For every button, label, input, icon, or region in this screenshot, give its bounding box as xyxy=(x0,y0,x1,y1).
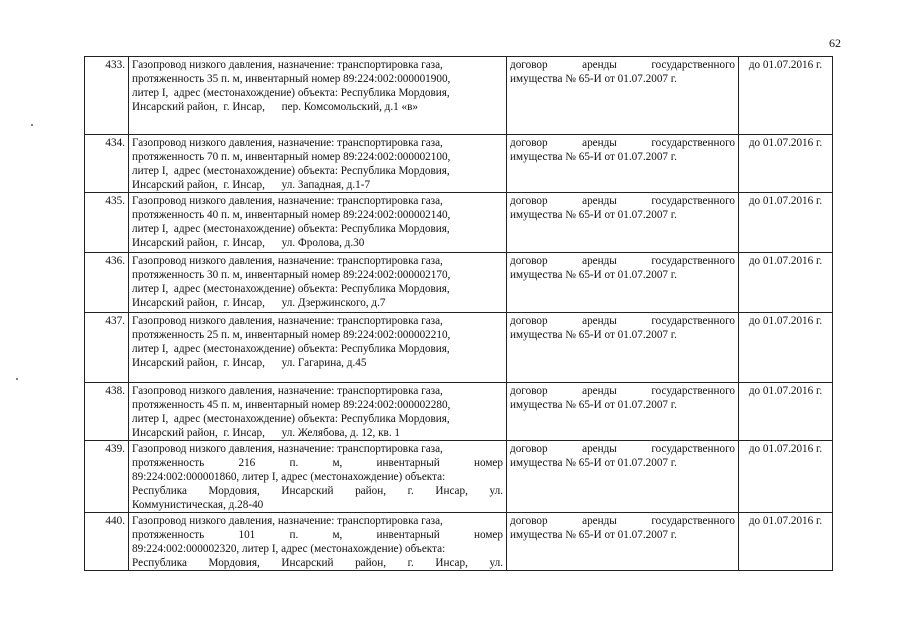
description-line: Газопровод низкого давления, назначение: транспортировка газа, xyxy=(132,59,443,71)
table-row xyxy=(85,253,833,313)
scan-speck xyxy=(31,124,33,126)
description-line: протяженность 35 п. м, инвентарный номер 89:224:002:000001900, xyxy=(132,73,451,85)
basis-line: имущества № 65-И от 01.07.2007 г. xyxy=(510,151,677,163)
basis-line: имущества № 65-И от 01.07.2007 г. xyxy=(510,329,677,341)
table-row xyxy=(85,57,833,135)
description-line: Газопровод низкого давления, назначение: транспортировка газа, xyxy=(132,385,443,397)
description-line: Коммунистическая, д.28-40 xyxy=(132,499,264,511)
lease-basis xyxy=(507,513,739,571)
basis-line: имущества № 65-И от 01.07.2007 г. xyxy=(510,399,677,411)
description-line: Республика Мордовия, Инсарский район, г. Инсар, ул. xyxy=(132,557,503,569)
basis-line: договор аренды государственного xyxy=(510,315,735,327)
description-line: Газопровод низкого давления, назначение: транспортировка газа, xyxy=(132,315,443,327)
lease-term: до 01.07.2016 г. xyxy=(739,313,833,383)
basis-line: договор аренды государственного xyxy=(510,137,735,149)
lease-term: до 01.07.2016 г. xyxy=(739,253,833,313)
lease-term: до 01.07.2016 г. xyxy=(739,441,833,513)
description-line: Газопровод низкого давления, назначение: транспортировка газа, xyxy=(132,515,443,527)
description-line: Инсарский район, г. Инсар, ул. Западная, д.1-7 xyxy=(132,179,371,191)
row-number: 435. xyxy=(85,193,129,253)
object-description xyxy=(129,383,507,441)
description-line: протяженность 40 п. м, инвентарный номер 89:224:002:000002140, xyxy=(132,209,451,221)
basis-line: договор аренды государственного xyxy=(510,255,735,267)
description-line: литер I, адрес (местонахождение) объекта: Республика Мордовия, xyxy=(132,165,450,177)
basis-line: имущества № 65-И от 01.07.2007 г. xyxy=(510,73,677,85)
basis-line: договор аренды государственного xyxy=(510,195,735,207)
object-description xyxy=(129,193,507,253)
row-number: 439. xyxy=(85,441,129,513)
description-line: протяженность 70 п. м, инвентарный номер 89:224:002:000002100, xyxy=(132,151,451,163)
basis-line: имущества № 65-И от 01.07.2007 г. xyxy=(510,529,677,541)
lease-basis xyxy=(507,193,739,253)
lease-basis xyxy=(507,441,739,513)
object-description xyxy=(129,253,507,313)
description-line: протяженность 101 п. м, инвентарный номер xyxy=(132,529,503,541)
table-row xyxy=(85,313,833,383)
object-description xyxy=(129,313,507,383)
description-line: Инсарский район, г. Инсар, ул. Дзержинского, д.7 xyxy=(132,297,386,309)
description-line: протяженность 216 п. м, инвентарный номер xyxy=(132,457,503,469)
description-line: 89:224:002:000001860, литер I, адрес (местонахождение) объекта: xyxy=(132,471,446,483)
object-description xyxy=(129,135,507,193)
basis-line: договор аренды государственного xyxy=(510,443,735,455)
object-description xyxy=(129,441,507,513)
table-row xyxy=(85,441,833,513)
row-number: 434. xyxy=(85,135,129,193)
basis-line: договор аренды государственного xyxy=(510,59,735,71)
table-row xyxy=(85,383,833,441)
lease-term: до 01.07.2016 г. xyxy=(739,383,833,441)
description-line: литер I, адрес (местонахождение) объекта: Республика Мордовия, xyxy=(132,223,450,235)
basis-line: имущества № 65-И от 01.07.2007 г. xyxy=(510,457,677,469)
property-registry-table xyxy=(84,56,833,571)
description-line: Инсарский район, г. Инсар, ул. Желябова, д. 12, кв. 1 xyxy=(132,427,401,439)
lease-term: до 01.07.2016 г. xyxy=(739,513,833,571)
lease-term: до 01.07.2016 г. xyxy=(739,193,833,253)
description-line: протяженность 25 п. м, инвентарный номер 89:224:002:000002210, xyxy=(132,329,451,341)
description-line: Газопровод низкого давления, назначение: транспортировка газа, xyxy=(132,443,443,455)
table-row xyxy=(85,193,833,253)
row-number: 438. xyxy=(85,383,129,441)
lease-basis xyxy=(507,135,739,193)
basis-line: имущества № 65-И от 01.07.2007 г. xyxy=(510,209,677,221)
row-number: 433. xyxy=(85,57,129,135)
description-line: Республика Мордовия, Инсарский район, г. Инсар, ул. xyxy=(132,485,503,497)
lease-basis xyxy=(507,57,739,135)
description-line: Инсарский район, г. Инсар, пер. Комсомольский, д.1 «в» xyxy=(132,101,419,113)
description-line: протяженность 30 п. м, инвентарный номер 89:224:002:000002170, xyxy=(132,269,451,281)
basis-line: имущества № 65-И от 01.07.2007 г. xyxy=(510,269,677,281)
row-number: 440. xyxy=(85,513,129,571)
lease-term: до 01.07.2016 г. xyxy=(739,135,833,193)
description-line: 89:224:002:000002320, литер I, адрес (местонахождение) объекта: xyxy=(132,543,446,555)
table-row xyxy=(85,135,833,193)
row-number: 437. xyxy=(85,313,129,383)
description-line: литер I, адрес (местонахождение) объекта: Республика Мордовия, xyxy=(132,87,450,99)
basis-line: договор аренды государственного xyxy=(510,385,735,397)
object-description xyxy=(129,513,507,571)
description-line: литер I, адрес (местонахождение) объекта: Республика Мордовия, xyxy=(132,283,450,295)
description-line: Газопровод низкого давления, назначение: транспортировка газа, xyxy=(132,137,443,149)
scan-speck xyxy=(16,378,18,380)
basis-line: договор аренды государственного xyxy=(510,515,735,527)
description-line: Инсарский район, г. Инсар, ул. Гагарина, д.45 xyxy=(132,357,367,369)
description-line: литер I, адрес (местонахождение) объекта: Республика Мордовия, xyxy=(132,343,450,355)
page-number: 62 xyxy=(829,36,841,50)
description-line: литер I, адрес (местонахождение) объекта: Республика Мордовия, xyxy=(132,413,450,425)
table-row xyxy=(85,513,833,571)
row-number: 436. xyxy=(85,253,129,313)
description-line: Инсарский район, г. Инсар, ул. Фролова, д.30 xyxy=(132,237,365,249)
description-line: Газопровод низкого давления, назначение: транспортировка газа, xyxy=(132,255,443,267)
object-description xyxy=(129,57,507,135)
description-line: протяженность 45 п. м, инвентарный номер 89:224:002:000002280, xyxy=(132,399,451,411)
lease-basis xyxy=(507,383,739,441)
lease-term: до 01.07.2016 г. xyxy=(739,57,833,135)
lease-basis xyxy=(507,253,739,313)
description-line: Газопровод низкого давления, назначение: транспортировка газа, xyxy=(132,195,443,207)
lease-basis xyxy=(507,313,739,383)
